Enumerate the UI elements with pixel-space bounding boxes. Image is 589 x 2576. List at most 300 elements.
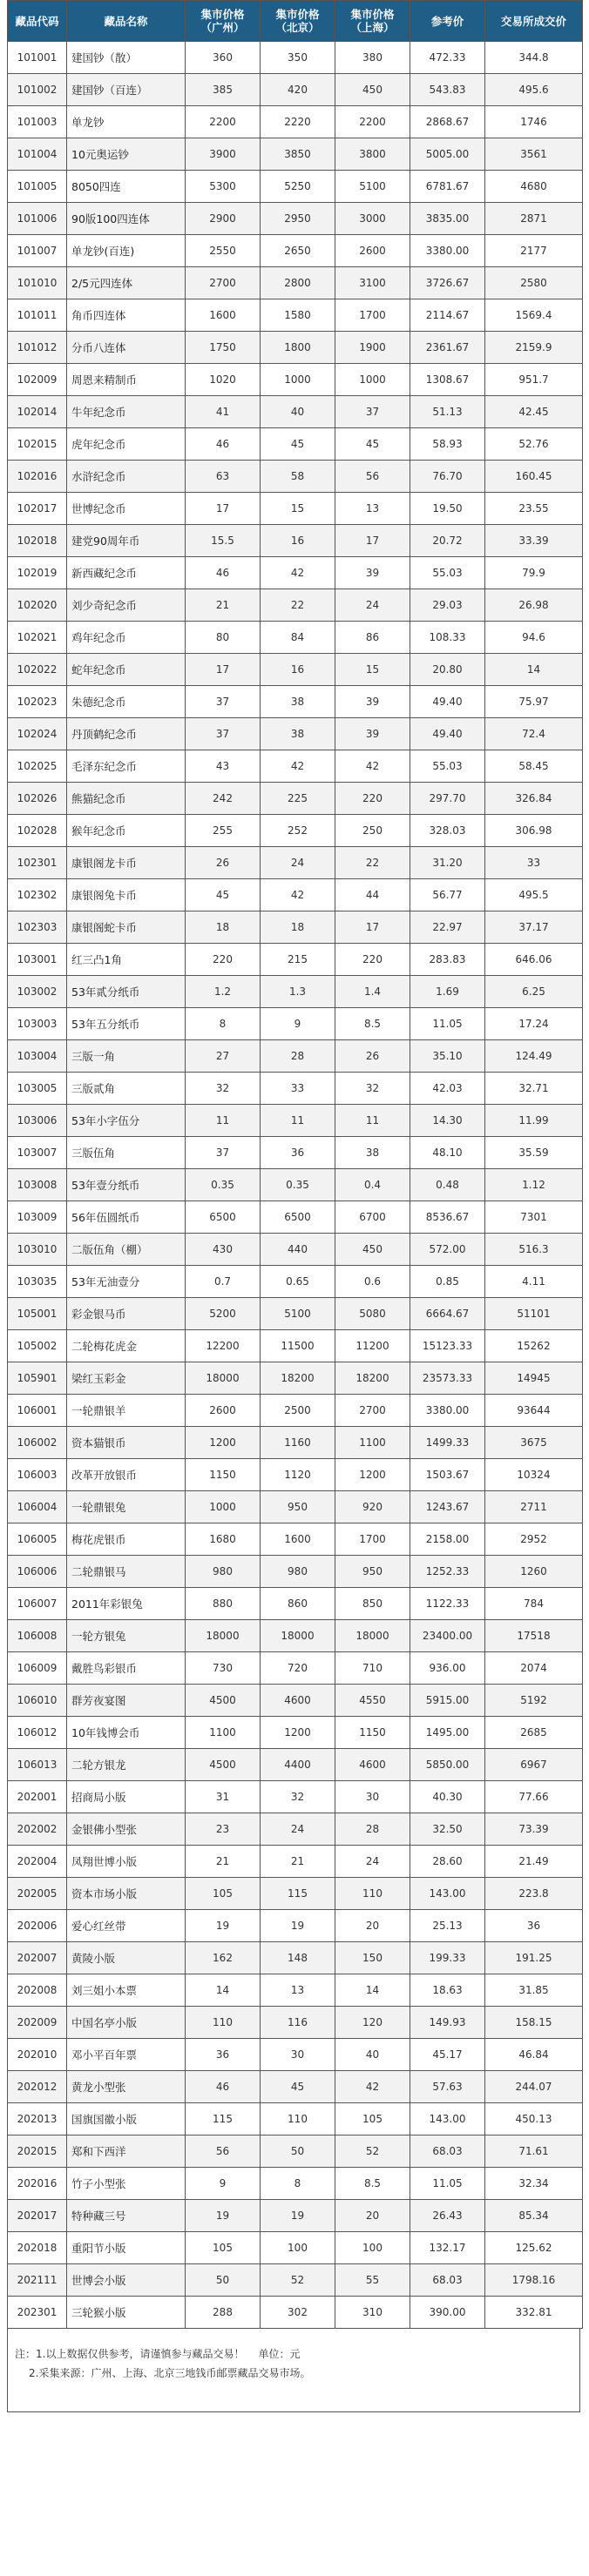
cell-price-shanghai: 3800 [335, 138, 410, 171]
cell-price-shanghai: 220 [335, 944, 410, 976]
cell-reference: 20.80 [410, 654, 485, 686]
cell-exchange: 495.6 [485, 74, 583, 106]
cell-price-shanghai: 710 [335, 1652, 410, 1685]
cell-code: 102015 [8, 428, 67, 461]
price-table [7, 0, 583, 2329]
table-row [8, 1781, 583, 1813]
cell-reference: 2868.67 [410, 106, 485, 138]
cell-reference: 56.77 [410, 879, 485, 911]
cell-price-guangzhou: 2900 [186, 203, 261, 235]
cell-price-beijing: 1120 [261, 1459, 335, 1491]
header-beijing: 集市价格 （北京） [261, 1, 335, 42]
cell-reference: 3835.00 [410, 203, 485, 235]
cell-exchange: 6.25 [485, 976, 583, 1008]
table-row [8, 1878, 583, 1910]
cell-reference: 143.00 [410, 2103, 485, 2135]
table-row [8, 1008, 583, 1040]
cell-reference: 297.70 [410, 783, 485, 815]
cell-name: 资本市场小版 [67, 1878, 186, 1910]
cell-code: 102024 [8, 718, 67, 750]
cell-code: 106012 [8, 1717, 67, 1749]
cell-price-guangzhou: 32 [186, 1073, 261, 1105]
cell-price-beijing: 1160 [261, 1427, 335, 1459]
table-row [8, 461, 583, 493]
cell-price-shanghai: 1000 [335, 364, 410, 396]
cell-name: 康银阁蛇卡币 [67, 911, 186, 944]
cell-price-guangzhou: 8 [186, 1008, 261, 1040]
table-row [8, 1459, 583, 1491]
cell-price-shanghai: 56 [335, 461, 410, 493]
cell-price-shanghai: 0.6 [335, 1266, 410, 1298]
cell-exchange: 79.9 [485, 557, 583, 589]
table-row [8, 1813, 583, 1846]
cell-price-guangzhou: 1600 [186, 299, 261, 332]
cell-price-guangzhou: 18000 [186, 1362, 261, 1395]
cell-price-beijing: 1.3 [261, 976, 335, 1008]
cell-exchange: 85.34 [485, 2200, 583, 2232]
cell-code: 101003 [8, 106, 67, 138]
cell-name: 53年壹分纸币 [67, 1169, 186, 1201]
cell-code: 106006 [8, 1556, 67, 1588]
cell-price-beijing: 16 [261, 654, 335, 686]
cell-price-beijing: 116 [261, 2007, 335, 2039]
cell-code: 105002 [8, 1330, 67, 1362]
cell-price-beijing: 33 [261, 1073, 335, 1105]
cell-code: 102014 [8, 396, 67, 428]
cell-exchange: 158.15 [485, 2007, 583, 2039]
cell-code: 103001 [8, 944, 67, 976]
cell-reference: 19.50 [410, 493, 485, 525]
cell-reference: 55.03 [410, 750, 485, 783]
cell-reference: 57.63 [410, 2071, 485, 2103]
cell-price-beijing: 2220 [261, 106, 335, 138]
cell-price-beijing: 9 [261, 1008, 335, 1040]
header-exchange: 交易所成交价 [485, 1, 583, 42]
cell-price-beijing: 24 [261, 1813, 335, 1846]
cell-price-guangzhou: 18000 [186, 1620, 261, 1652]
cell-price-beijing: 42 [261, 750, 335, 783]
cell-exchange: 14 [485, 654, 583, 686]
table-row [8, 750, 583, 783]
cell-reference: 22.97 [410, 911, 485, 944]
header-code: 藏品代码 [8, 1, 67, 42]
cell-exchange: 33 [485, 847, 583, 879]
table-row [8, 428, 583, 461]
cell-price-shanghai: 0.4 [335, 1169, 410, 1201]
cell-price-beijing: 4600 [261, 1685, 335, 1717]
cell-price-beijing: 2650 [261, 235, 335, 267]
cell-code: 202009 [8, 2007, 67, 2039]
cell-price-shanghai: 40 [335, 2039, 410, 2071]
cell-reference: 1243.67 [410, 1491, 485, 1523]
cell-price-guangzhou: 27 [186, 1040, 261, 1073]
table-row [8, 1169, 583, 1201]
cell-price-beijing: 252 [261, 815, 335, 847]
table-row [8, 589, 583, 622]
cell-exchange: 71.61 [485, 2135, 583, 2168]
cell-price-guangzhou: 115 [186, 2103, 261, 2135]
cell-exchange: 32.71 [485, 1073, 583, 1105]
table-row [8, 2232, 583, 2264]
cell-price-shanghai: 100 [335, 2232, 410, 2264]
cell-exchange: 1.12 [485, 1169, 583, 1201]
table-row [8, 1974, 583, 2007]
cell-name: 一轮鼎银羊 [67, 1395, 186, 1427]
cell-exchange: 15262 [485, 1330, 583, 1362]
cell-price-guangzhou: 105 [186, 2232, 261, 2264]
cell-price-beijing: 38 [261, 686, 335, 718]
cell-price-shanghai: 44 [335, 879, 410, 911]
cell-reference: 0.85 [410, 1266, 485, 1298]
table-row [8, 525, 583, 557]
cell-exchange: 495.5 [485, 879, 583, 911]
cell-price-shanghai: 150 [335, 1942, 410, 1974]
table-row [8, 1749, 583, 1781]
cell-price-beijing: 15 [261, 493, 335, 525]
cell-name: 群芳夜宴图 [67, 1685, 186, 1717]
cell-name: 金银佛小型张 [67, 1813, 186, 1846]
cell-code: 102302 [8, 879, 67, 911]
cell-price-guangzhou: 360 [186, 42, 261, 74]
cell-price-beijing: 36 [261, 1137, 335, 1169]
cell-exchange: 2685 [485, 1717, 583, 1749]
cell-price-guangzhou: 21 [186, 589, 261, 622]
cell-name: 一轮鼎银兔 [67, 1491, 186, 1523]
table-row [8, 1620, 583, 1652]
cell-price-shanghai: 2600 [335, 235, 410, 267]
cell-name: 二轮方银龙 [67, 1749, 186, 1781]
cell-price-shanghai: 1.4 [335, 976, 410, 1008]
cell-price-guangzhou: 14 [186, 1974, 261, 2007]
cell-price-shanghai: 13 [335, 493, 410, 525]
cell-price-guangzhou: 45 [186, 879, 261, 911]
cell-reference: 328.03 [410, 815, 485, 847]
cell-reference: 1.69 [410, 976, 485, 1008]
cell-price-shanghai: 17 [335, 911, 410, 944]
cell-reference: 1499.33 [410, 1427, 485, 1459]
cell-exchange: 1798.16 [485, 2264, 583, 2297]
cell-price-beijing: 84 [261, 622, 335, 654]
cell-price-beijing: 110 [261, 2103, 335, 2135]
cell-exchange: 326.84 [485, 783, 583, 815]
table-row [8, 2135, 583, 2168]
cell-exchange: 124.49 [485, 1040, 583, 1073]
cell-exchange: 72.4 [485, 718, 583, 750]
cell-price-guangzhou: 5200 [186, 1298, 261, 1330]
table-row [8, 171, 583, 203]
cell-name: 10年钱博会币 [67, 1717, 186, 1749]
cell-exchange: 4680 [485, 171, 583, 203]
cell-price-shanghai: 380 [335, 42, 410, 74]
header-shanghai: 集市价格 （上海） [335, 1, 410, 42]
cell-price-beijing: 1000 [261, 364, 335, 396]
cell-reference: 68.03 [410, 2135, 485, 2168]
cell-exchange: 31.85 [485, 1974, 583, 2007]
cell-name: 53年小字伍分 [67, 1105, 186, 1137]
cell-name: 邓小平百年票 [67, 2039, 186, 2071]
cell-name: 熊猫纪念币 [67, 783, 186, 815]
cell-exchange: 75.97 [485, 686, 583, 718]
cell-reference: 6781.67 [410, 171, 485, 203]
cell-name: 建国钞（散） [67, 42, 186, 74]
table-row [8, 1105, 583, 1137]
cell-price-beijing: 950 [261, 1491, 335, 1523]
cell-reference: 29.03 [410, 589, 485, 622]
cell-exchange: 2177 [485, 235, 583, 267]
cell-price-guangzhou: 1680 [186, 1523, 261, 1556]
cell-reference: 1252.33 [410, 1556, 485, 1588]
cell-price-beijing: 40 [261, 396, 335, 428]
cell-price-guangzhou: 15.5 [186, 525, 261, 557]
cell-exchange: 6967 [485, 1749, 583, 1781]
cell-name: 黄陵小版 [67, 1942, 186, 1974]
cell-price-beijing: 2950 [261, 203, 335, 235]
table-row [8, 944, 583, 976]
cell-name: 新西藏纪念币 [67, 557, 186, 589]
cell-reference: 68.03 [410, 2264, 485, 2297]
cell-price-shanghai: 4600 [335, 1749, 410, 1781]
cell-price-shanghai: 32 [335, 1073, 410, 1105]
cell-code: 103003 [8, 1008, 67, 1040]
table-row [8, 847, 583, 879]
cell-code: 202016 [8, 2168, 67, 2200]
cell-price-shanghai: 15 [335, 654, 410, 686]
cell-price-beijing: 38 [261, 718, 335, 750]
cell-reference: 20.72 [410, 525, 485, 557]
table-row [8, 1846, 583, 1878]
cell-reference: 6664.67 [410, 1298, 485, 1330]
cell-price-guangzhou: 46 [186, 557, 261, 589]
table-row [8, 1298, 583, 1330]
table-row [8, 2071, 583, 2103]
cell-code: 106007 [8, 1588, 67, 1620]
cell-exchange: 51101 [485, 1298, 583, 1330]
cell-exchange: 2074 [485, 1652, 583, 1685]
cell-price-beijing: 42 [261, 879, 335, 911]
cell-price-guangzhou: 730 [186, 1652, 261, 1685]
cell-exchange: 58.45 [485, 750, 583, 783]
cell-name: 彩金银马币 [67, 1298, 186, 1330]
cell-exchange: 32.34 [485, 2168, 583, 2200]
cell-exchange: 1260 [485, 1556, 583, 1588]
cell-exchange: 46.84 [485, 2039, 583, 2071]
cell-price-beijing: 0.65 [261, 1266, 335, 1298]
cell-price-shanghai: 1700 [335, 299, 410, 332]
cell-price-guangzhou: 46 [186, 428, 261, 461]
table-row [8, 1910, 583, 1942]
cell-name: 10元奥运钞 [67, 138, 186, 171]
cell-name: 单龙钞(百连) [67, 235, 186, 267]
cell-price-shanghai: 28 [335, 1813, 410, 1846]
cell-reference: 1308.67 [410, 364, 485, 396]
cell-price-beijing: 28 [261, 1040, 335, 1073]
cell-price-shanghai: 250 [335, 815, 410, 847]
cell-name: 梅花虎银币 [67, 1523, 186, 1556]
table-row [8, 557, 583, 589]
cell-reference: 49.40 [410, 686, 485, 718]
cell-reference: 1495.00 [410, 1717, 485, 1749]
cell-price-shanghai: 110 [335, 1878, 410, 1910]
cell-exchange: 21.49 [485, 1846, 583, 1878]
table-row [8, 235, 583, 267]
cell-reference: 2361.67 [410, 332, 485, 364]
cell-exchange: 17518 [485, 1620, 583, 1652]
cell-name: 牛年纪念币 [67, 396, 186, 428]
cell-exchange: 35.59 [485, 1137, 583, 1169]
cell-reference: 76.70 [410, 461, 485, 493]
cell-exchange: 10324 [485, 1459, 583, 1491]
cell-price-beijing: 100 [261, 2232, 335, 2264]
table-row [8, 299, 583, 332]
cell-code: 202012 [8, 2071, 67, 2103]
cell-code: 102018 [8, 525, 67, 557]
cell-price-beijing: 22 [261, 589, 335, 622]
cell-code: 202006 [8, 1910, 67, 1942]
cell-code: 102021 [8, 622, 67, 654]
cell-code: 103007 [8, 1137, 67, 1169]
cell-price-guangzhou: 56 [186, 2135, 261, 2168]
cell-exchange: 2952 [485, 1523, 583, 1556]
cell-name: 建国钞（百连） [67, 74, 186, 106]
table-row [8, 1942, 583, 1974]
cell-price-beijing: 19 [261, 2200, 335, 2232]
table-row [8, 1040, 583, 1073]
cell-price-shanghai: 8.5 [335, 2168, 410, 2200]
cell-price-guangzhou: 19 [186, 2200, 261, 2232]
cell-price-shanghai: 11 [335, 1105, 410, 1137]
table-row [8, 1523, 583, 1556]
cell-name: 改革开放银币 [67, 1459, 186, 1491]
cell-reference: 5850.00 [410, 1749, 485, 1781]
cell-price-shanghai: 2700 [335, 1395, 410, 1427]
cell-name: 建党90周年币 [67, 525, 186, 557]
cell-reference: 472.33 [410, 42, 485, 74]
cell-exchange: 244.07 [485, 2071, 583, 2103]
cell-name: 郑和下西洋 [67, 2135, 186, 2168]
cell-reference: 143.00 [410, 1878, 485, 1910]
table-row [8, 879, 583, 911]
cell-price-beijing: 215 [261, 944, 335, 976]
cell-code: 202004 [8, 1846, 67, 1878]
cell-code: 105901 [8, 1362, 67, 1395]
cell-code: 202111 [8, 2264, 67, 2297]
cell-price-beijing: 58 [261, 461, 335, 493]
cell-price-shanghai: 450 [335, 74, 410, 106]
cell-price-shanghai: 30 [335, 1781, 410, 1813]
cell-exchange: 191.25 [485, 1942, 583, 1974]
header-guangzhou: 集市价格 （广州） [186, 1, 261, 42]
cell-reference: 199.33 [410, 1942, 485, 1974]
cell-price-shanghai: 18000 [335, 1620, 410, 1652]
cell-name: 刘少奇纪念币 [67, 589, 186, 622]
cell-code: 106008 [8, 1620, 67, 1652]
cell-price-shanghai: 45 [335, 428, 410, 461]
cell-price-beijing: 148 [261, 1942, 335, 1974]
cell-price-guangzhou: 430 [186, 1234, 261, 1266]
note-line-1 [15, 2344, 579, 2364]
cell-code: 202010 [8, 2039, 67, 2071]
cell-price-shanghai: 39 [335, 718, 410, 750]
cell-code: 202018 [8, 2232, 67, 2264]
cell-price-beijing: 115 [261, 1878, 335, 1910]
cell-price-guangzhou: 37 [186, 1137, 261, 1169]
cell-exchange: 3561 [485, 138, 583, 171]
table-row [8, 1652, 583, 1685]
cell-exchange: 2711 [485, 1491, 583, 1523]
cell-name: 2011年彩银兔 [67, 1588, 186, 1620]
cell-price-guangzhou: 43 [186, 750, 261, 783]
cell-price-shanghai: 18200 [335, 1362, 410, 1395]
cell-name: 丹顶鹤纪念币 [67, 718, 186, 750]
cell-price-guangzhou: 17 [186, 654, 261, 686]
table-row [8, 1073, 583, 1105]
cell-price-shanghai: 450 [335, 1234, 410, 1266]
table-row [8, 364, 583, 396]
cell-exchange: 125.62 [485, 2232, 583, 2264]
cell-name: 世博纪念币 [67, 493, 186, 525]
cell-name: 角币四连体 [67, 299, 186, 332]
cell-name: 特种藏三号 [67, 2200, 186, 2232]
cell-reference: 42.03 [410, 1073, 485, 1105]
note-line-2: 2.采集来源：广州、上海、北京三地钱币邮票藏品交易市场。 [29, 2367, 311, 2379]
cell-reference: 108.33 [410, 622, 485, 654]
cell-code: 101010 [8, 267, 67, 299]
cell-price-shanghai: 6700 [335, 1201, 410, 1234]
cell-price-shanghai: 1200 [335, 1459, 410, 1491]
table-row [8, 138, 583, 171]
cell-reference: 40.30 [410, 1781, 485, 1813]
cell-code: 202002 [8, 1813, 67, 1846]
cell-reference: 2158.00 [410, 1523, 485, 1556]
cell-code: 102025 [8, 750, 67, 783]
cell-reference: 5005.00 [410, 138, 485, 171]
cell-price-beijing: 860 [261, 1588, 335, 1620]
cell-price-guangzhou: 4500 [186, 1685, 261, 1717]
cell-code: 102026 [8, 783, 67, 815]
cell-price-guangzhou: 36 [186, 2039, 261, 2071]
cell-reference: 51.13 [410, 396, 485, 428]
cell-reference: 55.03 [410, 557, 485, 589]
cell-name: 毛泽东纪念币 [67, 750, 186, 783]
cell-name: 朱德纪念币 [67, 686, 186, 718]
header-row [8, 1, 583, 42]
cell-name: 黄龙小型张 [67, 2071, 186, 2103]
cell-exchange: 3675 [485, 1427, 583, 1459]
cell-name: 8050四连 [67, 171, 186, 203]
cell-reference: 25.13 [410, 1910, 485, 1942]
cell-price-beijing: 50 [261, 2135, 335, 2168]
cell-price-beijing: 5100 [261, 1298, 335, 1330]
cell-reference: 31.20 [410, 847, 485, 879]
table-row [8, 1685, 583, 1717]
table-row [8, 1234, 583, 1266]
cell-price-guangzhou: 6500 [186, 1201, 261, 1234]
note-disclaimer: 注：1.以上数据仅供参考，请谨慎参与藏品交易！ [15, 2348, 245, 2360]
cell-name: 单龙钞 [67, 106, 186, 138]
cell-reference: 58.93 [410, 428, 485, 461]
cell-exchange: 223.8 [485, 1878, 583, 1910]
cell-price-guangzhou: 3900 [186, 138, 261, 171]
cell-price-shanghai: 2200 [335, 106, 410, 138]
cell-price-guangzhou: 12200 [186, 1330, 261, 1362]
table-row [8, 1427, 583, 1459]
cell-price-guangzhou: 11 [186, 1105, 261, 1137]
cell-price-beijing: 1800 [261, 332, 335, 364]
cell-price-guangzhou: 220 [186, 944, 261, 976]
cell-price-shanghai: 4550 [335, 1685, 410, 1717]
cell-name: 90版100四连体 [67, 203, 186, 235]
cell-code: 102016 [8, 461, 67, 493]
